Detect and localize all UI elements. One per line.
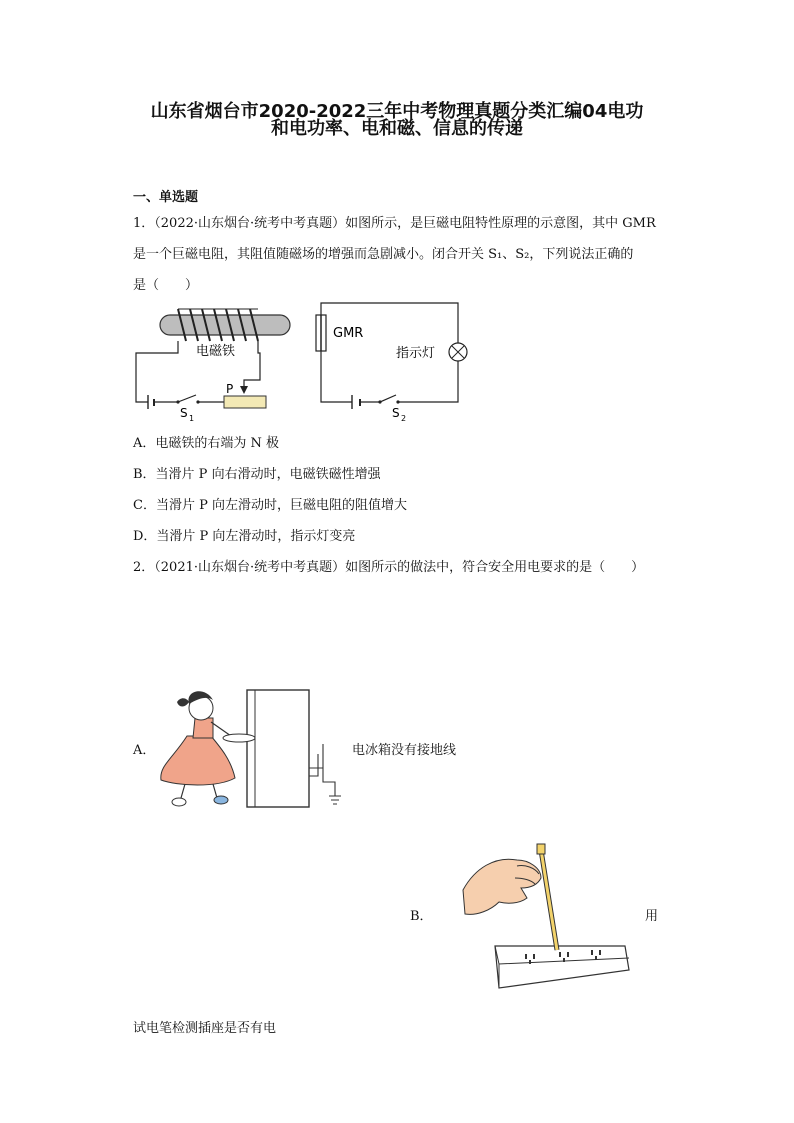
switch1-sub: 1 bbox=[189, 414, 195, 423]
switch2-label: S bbox=[392, 406, 400, 420]
q2-option-b-text-wrap: 试电笔检测插座是否有电 bbox=[133, 1021, 277, 1036]
gmr-label: GMR bbox=[333, 326, 364, 341]
electromagnet-label: 电磁铁 bbox=[196, 344, 236, 359]
wire-right-circuit bbox=[321, 303, 458, 402]
wire-left bbox=[136, 341, 178, 402]
switch2-sub: 2 bbox=[401, 414, 407, 423]
section-heading: 一、单选题 bbox=[133, 190, 199, 205]
wire-right bbox=[244, 341, 260, 390]
option-b: B．当滑片 P 向右滑动时，电磁铁磁性增强 bbox=[133, 467, 381, 482]
circuit-figure bbox=[128, 295, 478, 425]
page-title-line1: 山东省烟台市2020-2022三年中考物理真题分类汇编04电功 bbox=[150, 101, 644, 122]
option-c: C．当滑片 P 向左滑动时，巨磁电阻的阻值增大 bbox=[133, 498, 407, 513]
slider-label: P bbox=[226, 382, 234, 396]
question1-line1: 1．（2022·山东烟台·统考中考真题）如图所示，是巨磁电阻特性原理的示意图，其中 GMR bbox=[133, 216, 656, 231]
test-pen-socket-illustration bbox=[455, 838, 635, 998]
q2-option-b-text-tail: 用 bbox=[645, 909, 659, 924]
lamp-label: 指示灯 bbox=[396, 346, 436, 361]
girl-refrigerator-illustration bbox=[155, 688, 355, 813]
page-title-line2: 和电功率、电和磁、信息的传递 bbox=[271, 118, 523, 139]
q2-option-a-letter: A． bbox=[133, 743, 156, 758]
slider-arrow bbox=[240, 386, 248, 394]
question1-line3: 是（ ） bbox=[133, 278, 199, 293]
rheostat bbox=[224, 396, 266, 408]
question1-line2: 是一个巨磁电阻，其阻值随磁场的增强而急剧减小。闭合开关 S₁、S₂，下列说法正确的 bbox=[133, 247, 634, 262]
option-d: D．当滑片 P 向左滑动时，指示灯变亮 bbox=[133, 529, 356, 544]
question2-line1: 2．（2021·山东烟台·统考中考真题）如图所示的做法中，符合安全用电要求的是（ ） bbox=[133, 560, 645, 575]
option-a: A．电磁铁的右端为 N 极 bbox=[133, 436, 280, 451]
switch1-label: S bbox=[180, 406, 188, 420]
q2-option-b-letter: B． bbox=[410, 909, 433, 924]
q2-option-a-text: 电冰箱没有接地线 bbox=[352, 743, 457, 758]
